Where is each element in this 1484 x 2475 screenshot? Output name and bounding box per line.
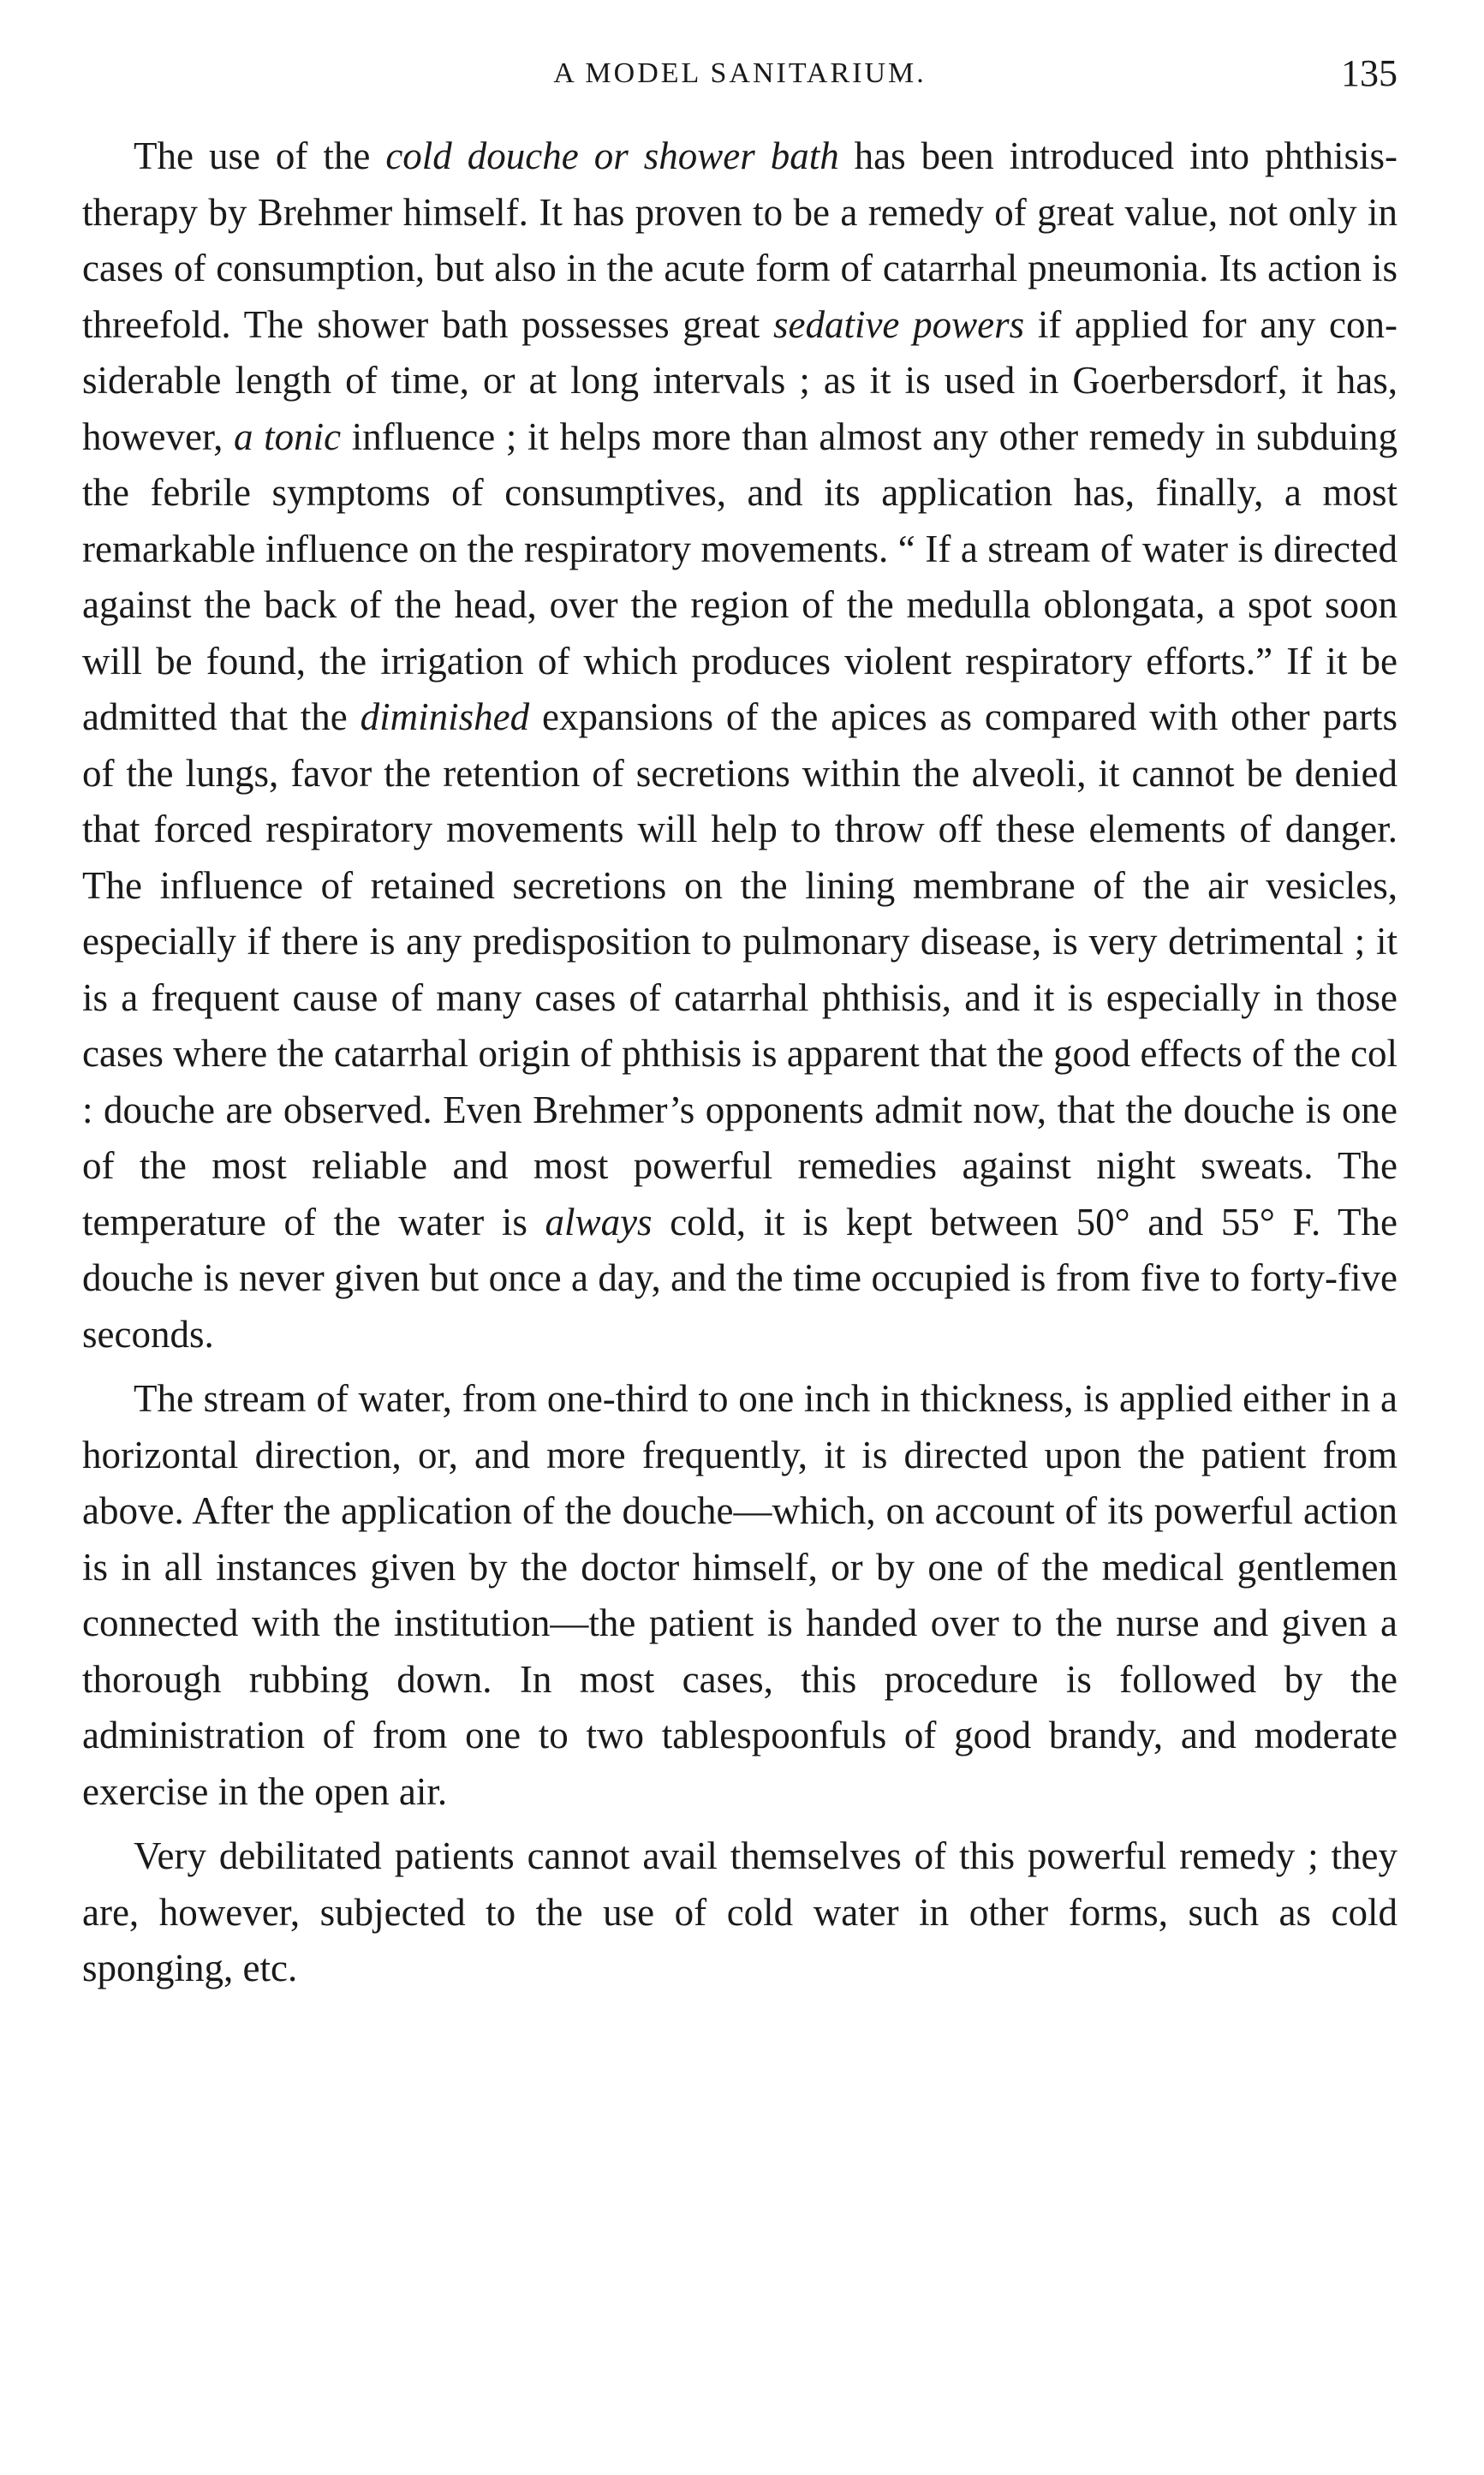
paragraph-stream-of-water xyxy=(82,1371,1398,1820)
text-run: expansions of the apices as compared with other parts of the lungs, favor the retention of secretions within the alveoli, it cannot be denied that forced respiratory movements will help to throw off these elements of danger. The influence of retained secretions on the lining membrane of the air vesicles, especially if there is any predisposition to pulmonary disease, is very detrimental ; it is a frequent cause of many cases of catarrhal phthisis, and it is especially in those cases where the catarrhal origin of phthisis is apparent that the good effects of the col : douche are observed. Even Brehmer’s opponents admit now, that the douche is one of the most reliable and most powerful remedies against night sweats. The temperature of the water is xyxy=(82,695,1398,1243)
italic-phrase: cold douche or shower bath xyxy=(385,134,839,177)
italic-phrase: always xyxy=(545,1200,653,1243)
text-run: if applied for any considerable length of time, or at long intervals ; as it is used in Goerbersdorf, it has, however, xyxy=(82,302,1398,458)
running-head-title: A MODEL SANITARIUM. xyxy=(553,57,927,89)
italic-phrase: a tonic xyxy=(234,414,342,458)
paragraph-debilitated-patients xyxy=(82,1828,1398,1997)
running-head xyxy=(82,50,1398,101)
text-run: The stream of water, from one-third to one inch in thickness, is applied either in a horizontal direction, or, and more frequently, it is directed upon the patient from above. After the application of the douche—which, on account of its powerful action is in all instances given by the doctor himself, or by one of the medical gentlemen connected with the institution—the patient is handed over to the nurse and given a thorough rubbing down. In most cases, this procedure is followed by the administration of from one to two tablespoonfuls of good brandy, and moderate exercise in the open air. xyxy=(82,1377,1398,1813)
paragraph-cold-douche xyxy=(82,128,1398,1363)
italic-phrase: diminished xyxy=(360,695,530,738)
body-text xyxy=(82,128,1398,2006)
text-run: has been introduced into phthisis-therapy by Brehmer himself. It has proven to be a remedy of great value, not only in cases of consumption, but also in the acute form of catarrhal pneumonia. Its action is threefold. The shower bath possesses great xyxy=(82,134,1398,346)
text-run: influence ; it helps more than almost any other remedy in subduing the febrile symptoms of consumptives, and its application has, finally, a most remarkable influence on the respiratory movements. “ If a stream of water is directed against the back of the head, over the region of the medulla oblongata, a spot soon will be found, the irrigation of which produces violent respiratory efforts.” If it be admitted that the xyxy=(82,414,1398,738)
text-run: The use of the xyxy=(134,134,386,177)
italic-phrase: sedative powers xyxy=(772,302,1025,346)
page-number: 135 xyxy=(1341,52,1398,94)
text-run: Very debilitated patients cannot avail themselves of this powerful remedy ; they are, however, subjected to the use of cold water in other forms, such as cold sponging, etc. xyxy=(82,1834,1398,1989)
text-run: cold, it is kept between 50° and 55° F. The douche is never given but once a day, and the time occupied is from five to forty-five seconds. xyxy=(82,1200,1398,1356)
